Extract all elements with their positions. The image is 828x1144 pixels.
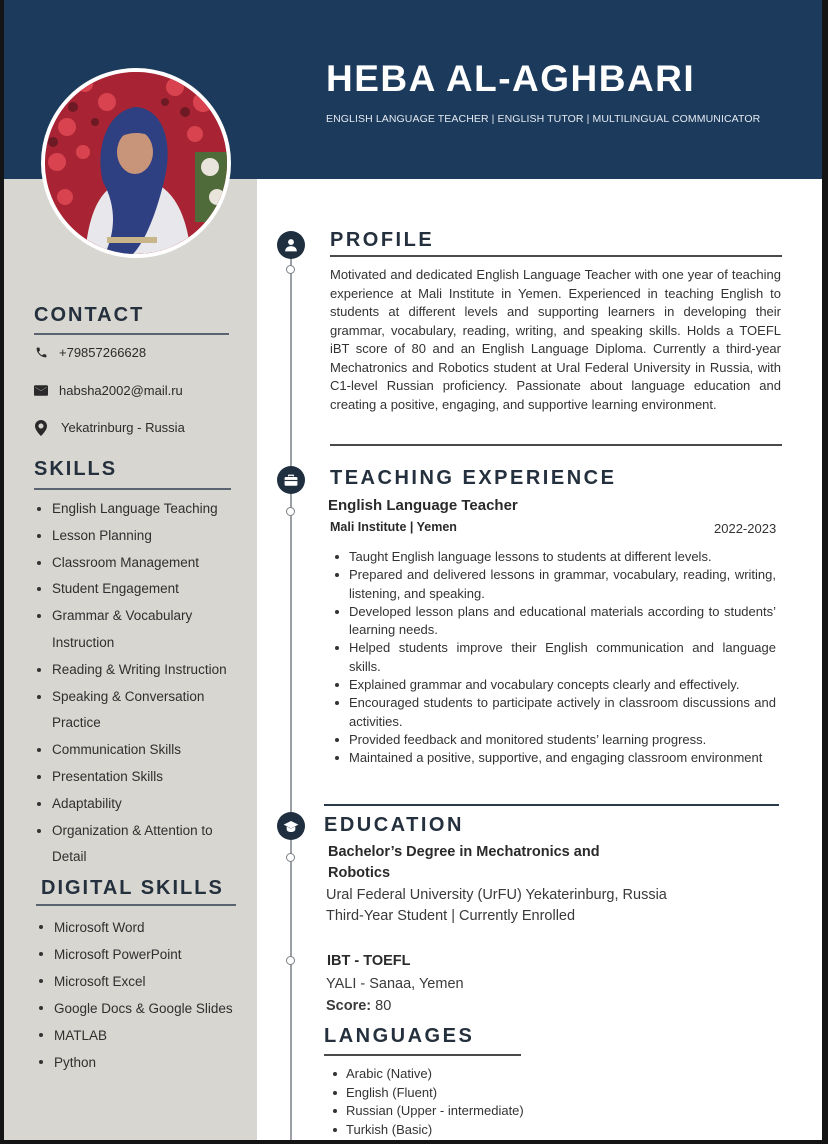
sidebar xyxy=(4,179,257,1140)
digital-skill-item: Microsoft Excel xyxy=(36,968,233,995)
candidate-subtitle: ENGLISH LANGUAGE TEACHER | ENGLISH TUTOR | MULTILINGUAL COMMUNICATOR xyxy=(326,113,761,125)
digital-skill-item: Microsoft Word xyxy=(36,914,233,941)
languages-divider xyxy=(324,1054,521,1056)
digital-skill-item: MATLAB xyxy=(36,1022,233,1049)
language-item: English (Fluent) xyxy=(330,1084,524,1103)
skill-item: Adaptability xyxy=(34,791,227,818)
timeline-dot xyxy=(286,265,295,274)
skill-item: Communication Skills xyxy=(34,737,227,764)
score-value: 80 xyxy=(371,998,392,1014)
resume-page xyxy=(4,0,822,1140)
profile-photo xyxy=(41,68,231,258)
language-item: Turkish (Basic) xyxy=(330,1121,524,1140)
envelope-icon xyxy=(34,384,48,398)
duty-item: Encouraged students to participate actively in classroom discussions and activities. xyxy=(332,694,776,731)
duty-item: Helped students improve their English communication and language skills. xyxy=(332,639,776,676)
skills-list xyxy=(34,496,227,871)
experience-heading: TEACHING EXPERIENCE xyxy=(330,467,617,489)
job-organization: Mali Institute | Yemen xyxy=(330,520,457,534)
certificate-score xyxy=(326,998,391,1014)
skill-item: Speaking & Conversation xyxy=(34,684,227,711)
education-heading: EDUCATION xyxy=(324,814,464,836)
person-icon xyxy=(277,231,305,259)
job-duties-list xyxy=(332,548,776,768)
contact-heading: CONTACT xyxy=(34,304,145,326)
contact-location xyxy=(34,420,185,435)
skills-divider xyxy=(34,488,231,490)
digital-skill-item: Python xyxy=(36,1049,233,1076)
languages-heading: LANGUAGES xyxy=(324,1025,475,1047)
contact-location-text: Yekatrinburg - Russia xyxy=(61,420,185,435)
language-item: Arabic (Native) xyxy=(330,1065,524,1084)
skill-item: Presentation Skills xyxy=(34,764,227,791)
graduation-cap-icon xyxy=(277,812,305,840)
briefcase-icon xyxy=(277,466,305,494)
degree-status: Third-Year Student | Currently Enrolled xyxy=(326,908,576,924)
degree-title: Bachelor’s Degree in Mechatronics and Robotics xyxy=(328,844,600,881)
skill-item: Reading & Writing Instruction xyxy=(34,657,227,684)
duty-item: Developed lesson plans and educational materials according to students’ learning needs. xyxy=(332,603,776,640)
contact-phone-text: +79857266628 xyxy=(59,345,147,360)
contact-divider xyxy=(34,333,229,335)
duty-item: Prepared and delivered lessons in grammar, vocabulary, reading, writing, listening, and speaking. xyxy=(332,566,776,603)
timeline-dot xyxy=(286,507,295,516)
duty-item: Maintained a positive, supportive, and engaging classroom environment xyxy=(332,749,776,767)
digital-skills-heading: DIGITAL SKILLS xyxy=(41,877,224,899)
skill-item: Student Engagement xyxy=(34,576,227,603)
languages-list xyxy=(330,1065,524,1139)
experience-bottom-divider xyxy=(324,804,779,806)
duty-item: Explained grammar and vocabulary concepts clearly and effectively. xyxy=(332,676,776,694)
certificate-title: IBT - TOEFL xyxy=(327,953,411,969)
phone-icon xyxy=(34,346,48,360)
duty-item: Provided feedback and monitored students’ learning progress. xyxy=(332,731,776,749)
skill-item: Classroom Management xyxy=(34,550,227,577)
timeline-dot xyxy=(286,956,295,965)
contact-email xyxy=(34,383,183,398)
job-title: English Language Teacher xyxy=(328,497,518,514)
skill-item-continued: Detail xyxy=(52,849,87,865)
skill-item: Lesson Planning xyxy=(34,523,227,550)
contact-phone xyxy=(34,345,146,360)
duty-item: Taught English language lessons to students at different levels. xyxy=(332,548,776,566)
language-item: Russian (Upper - intermediate) xyxy=(330,1102,524,1121)
digital-skills-divider xyxy=(36,904,236,906)
job-dates: 2022-2023 xyxy=(714,521,777,536)
certificate-place: YALI - Sanaa, Yemen xyxy=(326,976,464,992)
digital-skills-list xyxy=(36,914,233,1076)
timeline-dot xyxy=(286,853,295,862)
skill-item-continued: Instruction xyxy=(52,634,115,650)
skill-item: English Language Teaching xyxy=(34,496,227,523)
profile-heading: PROFILE xyxy=(330,229,435,251)
skill-item: Grammar & Vocabulary xyxy=(34,603,227,630)
map-pin-icon xyxy=(34,421,48,435)
digital-skill-item: Google Docs & Google Slides xyxy=(36,995,233,1022)
timeline-line xyxy=(290,255,292,1140)
skills-heading: SKILLS xyxy=(34,458,118,480)
skill-item: Organization & Attention to xyxy=(34,818,227,845)
profile-summary: Motivated and dedicated English Language Teacher with one year of teaching experience at Mali Institute in Yemen. Experienced in teaching English to students at different levels and supporting learners in developing their grammar, vocabulary, reading, writing, and speaking skills. Holds a TOEFL iBT score of 80 and an English Language Diploma. Currently a third-year Mechatronics and Robotics student at Ural Federal University in Russia, with C1-level Russian proficiency. Passionate about language education and creating a positive, engaging, and supportive learning environment. xyxy=(330,267,781,412)
profile-divider xyxy=(330,255,782,257)
degree-university: Ural Federal University (UrFU) Yekaterinburg, Russia xyxy=(326,887,667,903)
score-label: Score: xyxy=(326,998,372,1014)
candidate-name: HEBA AL-AGHBARI xyxy=(326,58,696,99)
digital-skill-item: Microsoft PowerPoint xyxy=(36,941,233,968)
skill-item-continued: Practice xyxy=(52,715,101,731)
contact-email-text: habsha2002@mail.ru xyxy=(59,383,183,398)
profile-bottom-divider xyxy=(330,444,782,446)
